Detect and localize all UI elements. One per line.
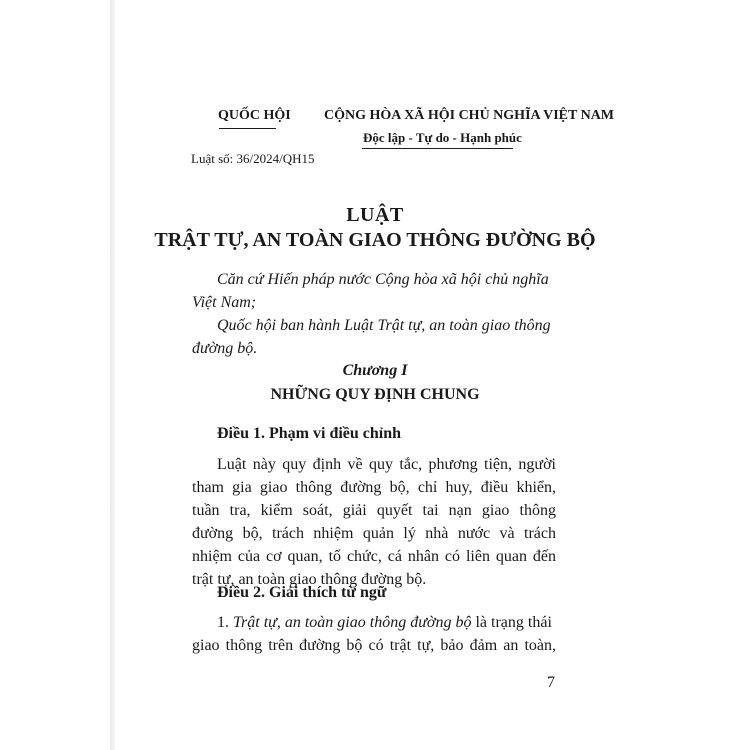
motto-underline bbox=[362, 148, 513, 149]
issuer-underline bbox=[219, 128, 276, 129]
preamble-line-3: Quốc hội ban hành Luật Trật tự, an toàn giao thông bbox=[217, 317, 551, 334]
article-1-line-4: đường bộ, trách nhiệm quản lý nhà nước và trách bbox=[192, 525, 556, 542]
law-number: Luật số: 36/2024/QH15 bbox=[191, 151, 315, 166]
article-2-heading: Điều 2. Giải thích từ ngữ bbox=[217, 584, 387, 601]
motto-label: Độc lập - Tự do - Hạnh phúc bbox=[363, 130, 522, 145]
chapter-title: NHỮNG QUY ĐỊNH CHUNG bbox=[270, 386, 480, 403]
law-title-heading: LUẬT bbox=[346, 204, 404, 226]
article-2-item-1 bbox=[217, 614, 552, 632]
article-1-line-6: trật tự, an toàn giao thông đường bộ. bbox=[192, 571, 427, 588]
article-2-item-1-term: Trật tự, an toàn giao thông đường bộ bbox=[233, 614, 472, 631]
article-2-item-1-number: 1. bbox=[217, 614, 233, 631]
preamble-line-1: Căn cứ Hiến pháp nước Cộng hòa xã hội chủ nghĩa bbox=[217, 271, 549, 288]
article-1-line-1: Luật này quy định về quy tắc, phương tiện, người bbox=[217, 456, 556, 473]
chapter-label: Chương I bbox=[342, 362, 408, 379]
article-1-line-5: nhiệm của cơ quan, tổ chức, cá nhân có liên quan đến bbox=[192, 548, 556, 565]
preamble-line-2: Việt Nam; bbox=[192, 294, 257, 311]
article-2-line-2: giao thông trên đường bộ có trật tự, bảo đảm an toàn, bbox=[192, 637, 556, 654]
page-number: 7 bbox=[547, 674, 555, 691]
law-title-name: TRẬT TỰ, AN TOÀN GIAO THÔNG ĐƯỜNG BỘ bbox=[154, 229, 596, 251]
article-1-line-2: tham gia giao thông đường bộ, chỉ huy, điều khiển, bbox=[192, 479, 556, 496]
article-1-line-3: tuần tra, kiểm soát, giải quyết tai nạn giao thông bbox=[192, 502, 556, 519]
nation-label: CỘNG HÒA XÃ HỘI CHỦ NGHĨA VIỆT NAM bbox=[324, 108, 615, 123]
article-1-heading: Điều 1. Phạm vi điều chỉnh bbox=[217, 425, 402, 442]
article-2-item-1-rest: là trạng thái bbox=[471, 614, 552, 631]
preamble-line-4: đường bộ. bbox=[192, 340, 258, 357]
issuer-label: QUỐC HỘI bbox=[218, 108, 291, 123]
